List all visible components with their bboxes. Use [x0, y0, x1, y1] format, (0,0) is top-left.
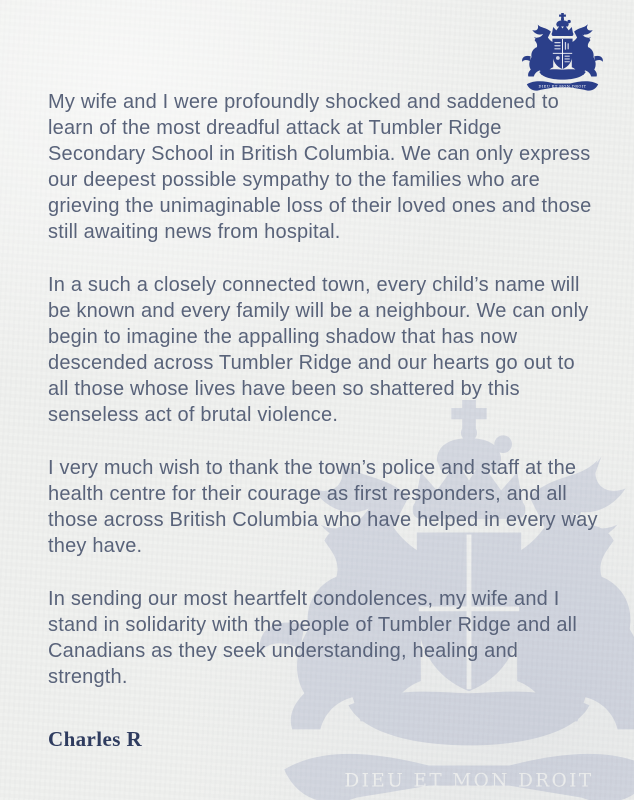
- paragraph-4: In sending our most heartfelt condolences, my wife and I stand in solidarity with the people of Tumbler Ridge and all Canadians as they seek understanding, healing and strength.: [48, 588, 577, 688]
- paragraph-1: My wife and I were profoundly shocked and saddened to learn of the most dreadful attack at Tumbler Ridge Secondary School in British Columbia. We can only express our deepest possible sympathy to the families who are grieving the unimaginable loss of their loved ones and those still awaiting news from hospital.: [48, 91, 592, 243]
- watermark-motto-text: DIEU ET MON DROIT: [344, 770, 594, 792]
- royal-coat-of-arms-icon: [516, 13, 609, 100]
- paragraph-3: I very much wish to thank the town’s police and staff at the health centre for their courage as first responders, and all those across British Columbia who have helped in every way they have.: [48, 457, 598, 557]
- signature: Charles R: [48, 727, 143, 751]
- motto-text: DIEU ET MON DROIT: [538, 84, 587, 89]
- paragraph-2: In a such a closely connected town, every child’s name will be known and every family will be a neighbour. We can only begin to imagine the appalling shadow that has now descended across Tumbler Ridge and our hearts go out to all those whose lives have been so shattered by this senseless act of brutal violence.: [48, 274, 589, 426]
- letter-body: [48, 89, 600, 752]
